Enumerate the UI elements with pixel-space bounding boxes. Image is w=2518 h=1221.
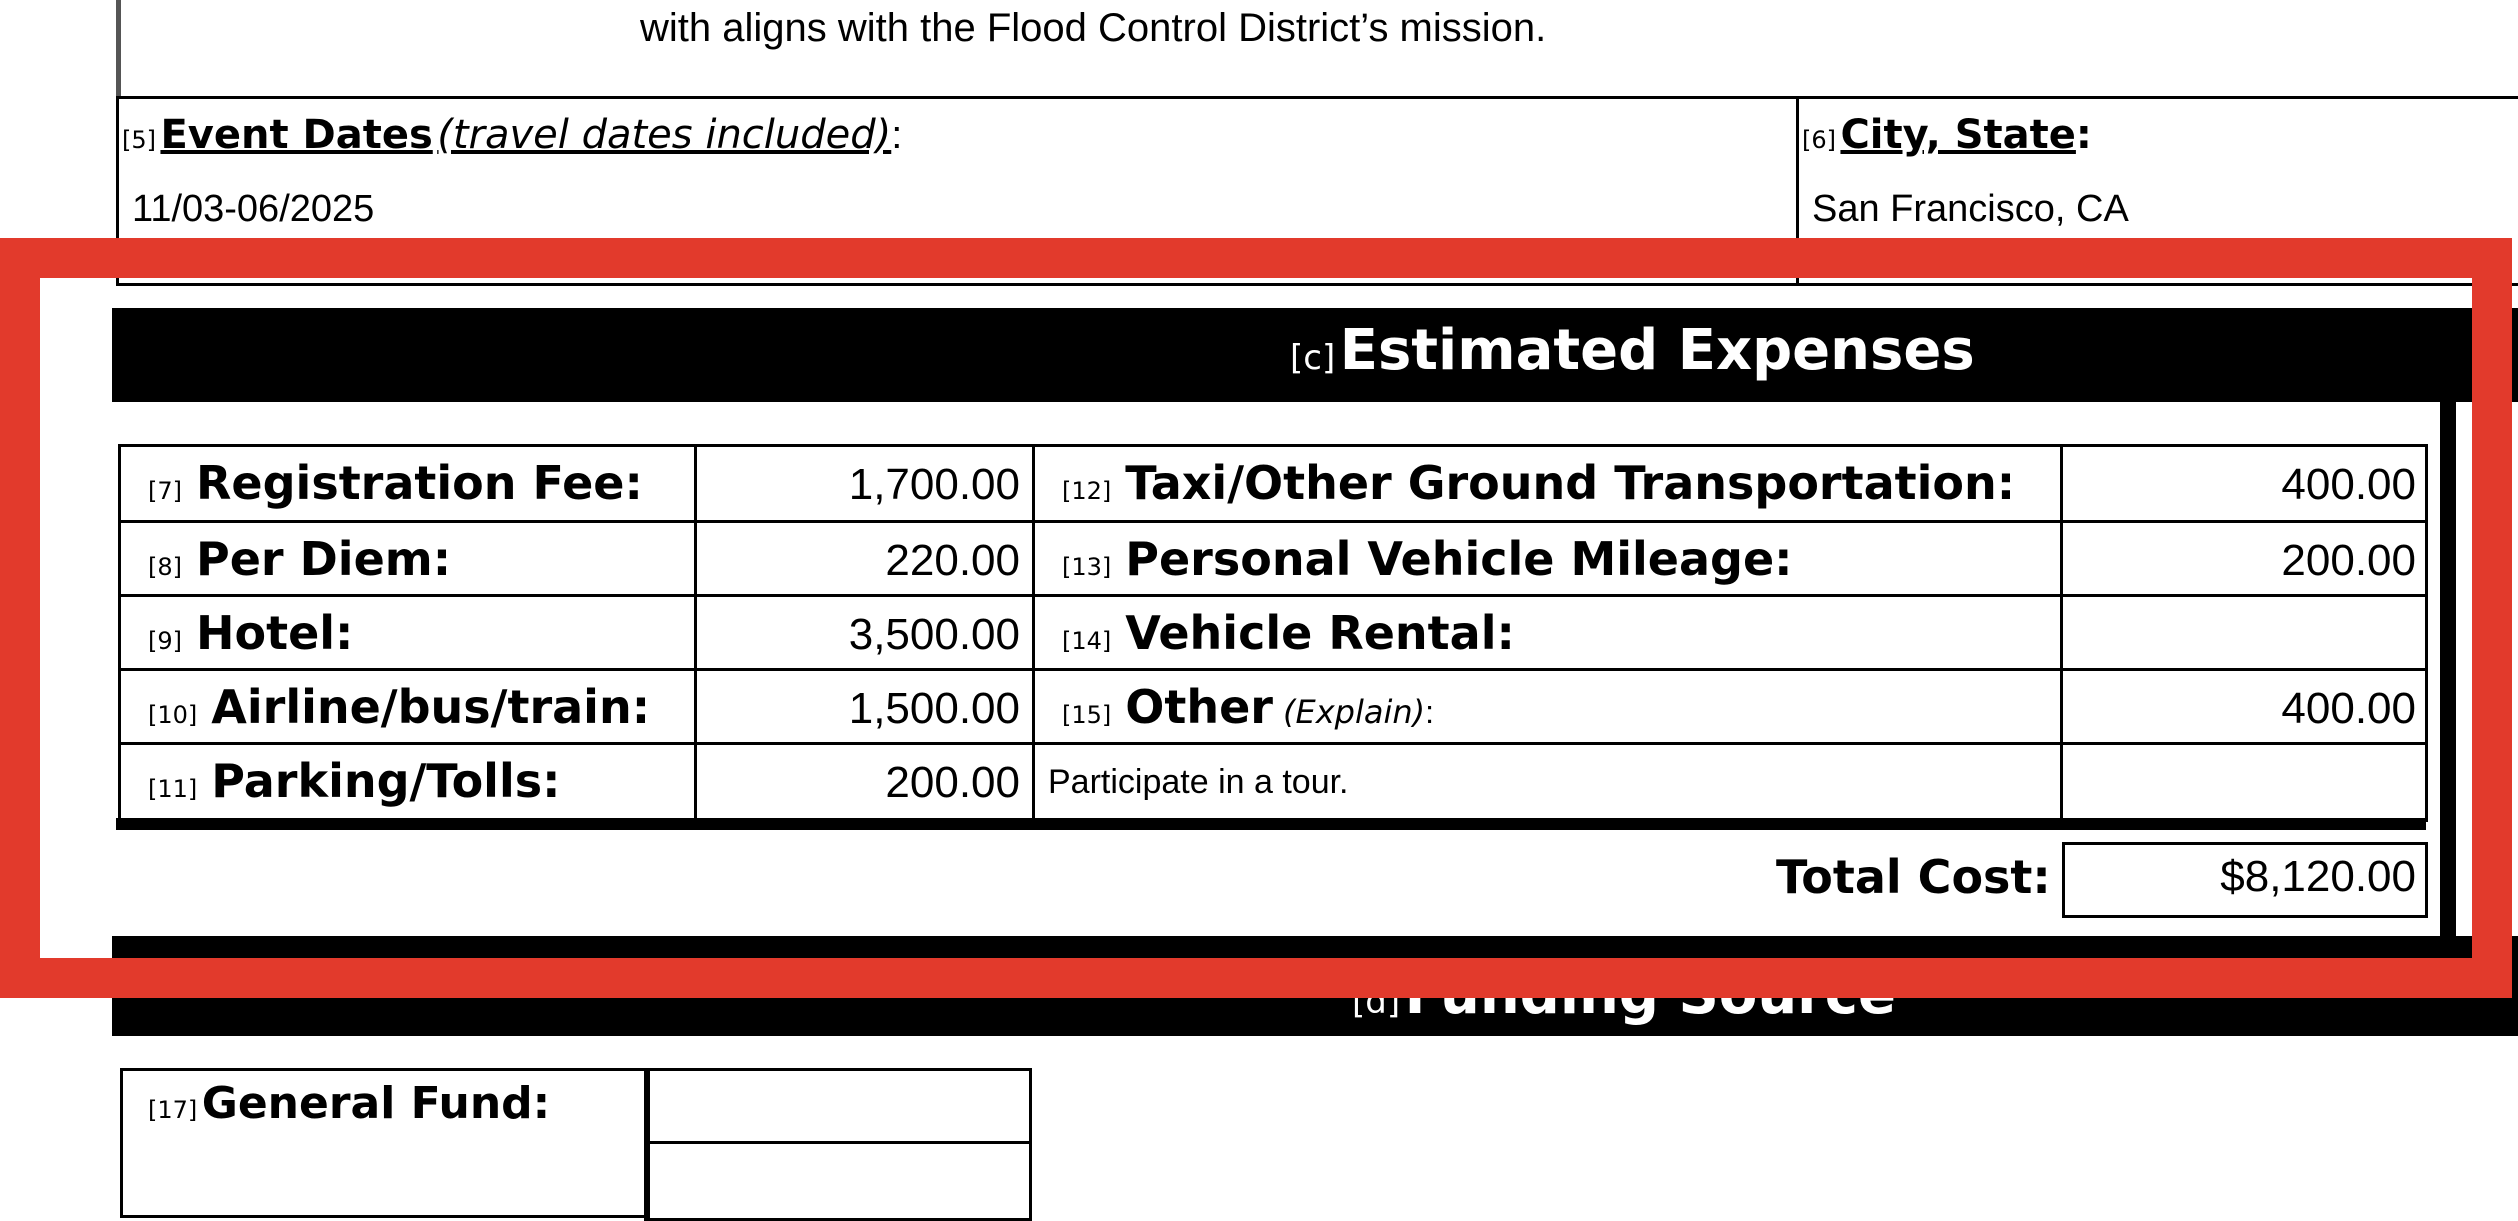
city-state-title: City, State [1840, 112, 2076, 158]
expense-item-10-text: Airline/bus/train: [211, 680, 651, 734]
city-state-colon: : [2075, 112, 2092, 158]
event-dates-number: [5] [122, 126, 156, 154]
expense-value-10: 1,500.00 [848, 684, 1020, 733]
section-d-title: Funding Source [1404, 962, 1896, 1027]
expense-value-8: 220.00 [885, 536, 1020, 585]
expense-item-15-colon: : [1425, 694, 1434, 730]
event-dates-colon: : [891, 113, 903, 157]
event-dates-label [122, 112, 902, 158]
general-fund-title: General Fund: [201, 1078, 551, 1129]
mission-text: with aligns with the Flood Control District’s mission. [640, 6, 1547, 50]
expense-value-7: 1,700.00 [848, 460, 1020, 509]
section-d-number: [d] [1352, 982, 1401, 1022]
expense-value-11: 200.00 [885, 758, 1020, 807]
expense-item-9-number: [9] [148, 627, 182, 655]
general-fund-field[interactable] [644, 1068, 1032, 1144]
general-fund-label [148, 1078, 550, 1129]
highlight-rectangle [0, 238, 2512, 998]
expense-item-14-number: [14] [1062, 627, 1112, 655]
expense-item-13-number: [13] [1062, 553, 1112, 581]
event-dates-value[interactable]: 11/03-06/2025 [132, 188, 375, 230]
expense-value-15: 400.00 [2281, 684, 2416, 733]
expense-item-12-number: [12] [1062, 477, 1112, 505]
expense-value-12: 400.00 [2281, 460, 2416, 509]
expense-item-15-text: Other [1125, 680, 1273, 734]
expense-item-10-number: [10] [148, 701, 198, 729]
expense-item-8-text: Per Diem: [196, 532, 452, 586]
expense-item-7-number: [7] [148, 477, 182, 505]
event-dates-note: (travel dates included) [437, 112, 892, 158]
page-left-rule [116, 0, 121, 98]
expense-item-15-note: (Explain) [1283, 693, 1426, 731]
total-cost-label: Total Cost: [1776, 850, 2051, 904]
expense-item-8-number: [8] [148, 553, 182, 581]
section-c-number: [c] [1290, 338, 1336, 378]
city-state-number: [6] [1802, 126, 1836, 154]
expense-item-14-text: Vehicle Rental: [1125, 606, 1515, 660]
expense-value-9: 3,500.00 [848, 610, 1020, 659]
total-cost-value: $8,120.00 [2220, 852, 2416, 901]
general-fund-number: [17] [148, 1096, 198, 1124]
city-state-value[interactable]: San Francisco, CA [1812, 188, 2129, 230]
expense-item-9-text: Hotel: [196, 606, 354, 660]
general-fund-field-2[interactable] [644, 1141, 1032, 1221]
expense-item-11-number: [11] [148, 775, 198, 803]
event-dates-title: Event Dates [160, 112, 433, 158]
expense-item-12-text: Taxi/Other Ground Transportation: [1125, 456, 2016, 510]
other-explanation-text[interactable]: Participate in a tour. [1048, 763, 1349, 801]
expense-value-13: 200.00 [2281, 536, 2416, 585]
city-state-label [1802, 112, 2092, 158]
expense-item-11-text: Parking/Tolls: [211, 754, 561, 808]
section-c-title: Estimated Expenses [1339, 318, 1975, 383]
expense-item-13-text: Personal Vehicle Mileage: [1125, 532, 1793, 586]
expense-item-7-text: Registration Fee: [196, 456, 643, 510]
expense-item-15-number: [15] [1062, 701, 1112, 729]
event-info-top-rule [116, 96, 2518, 99]
